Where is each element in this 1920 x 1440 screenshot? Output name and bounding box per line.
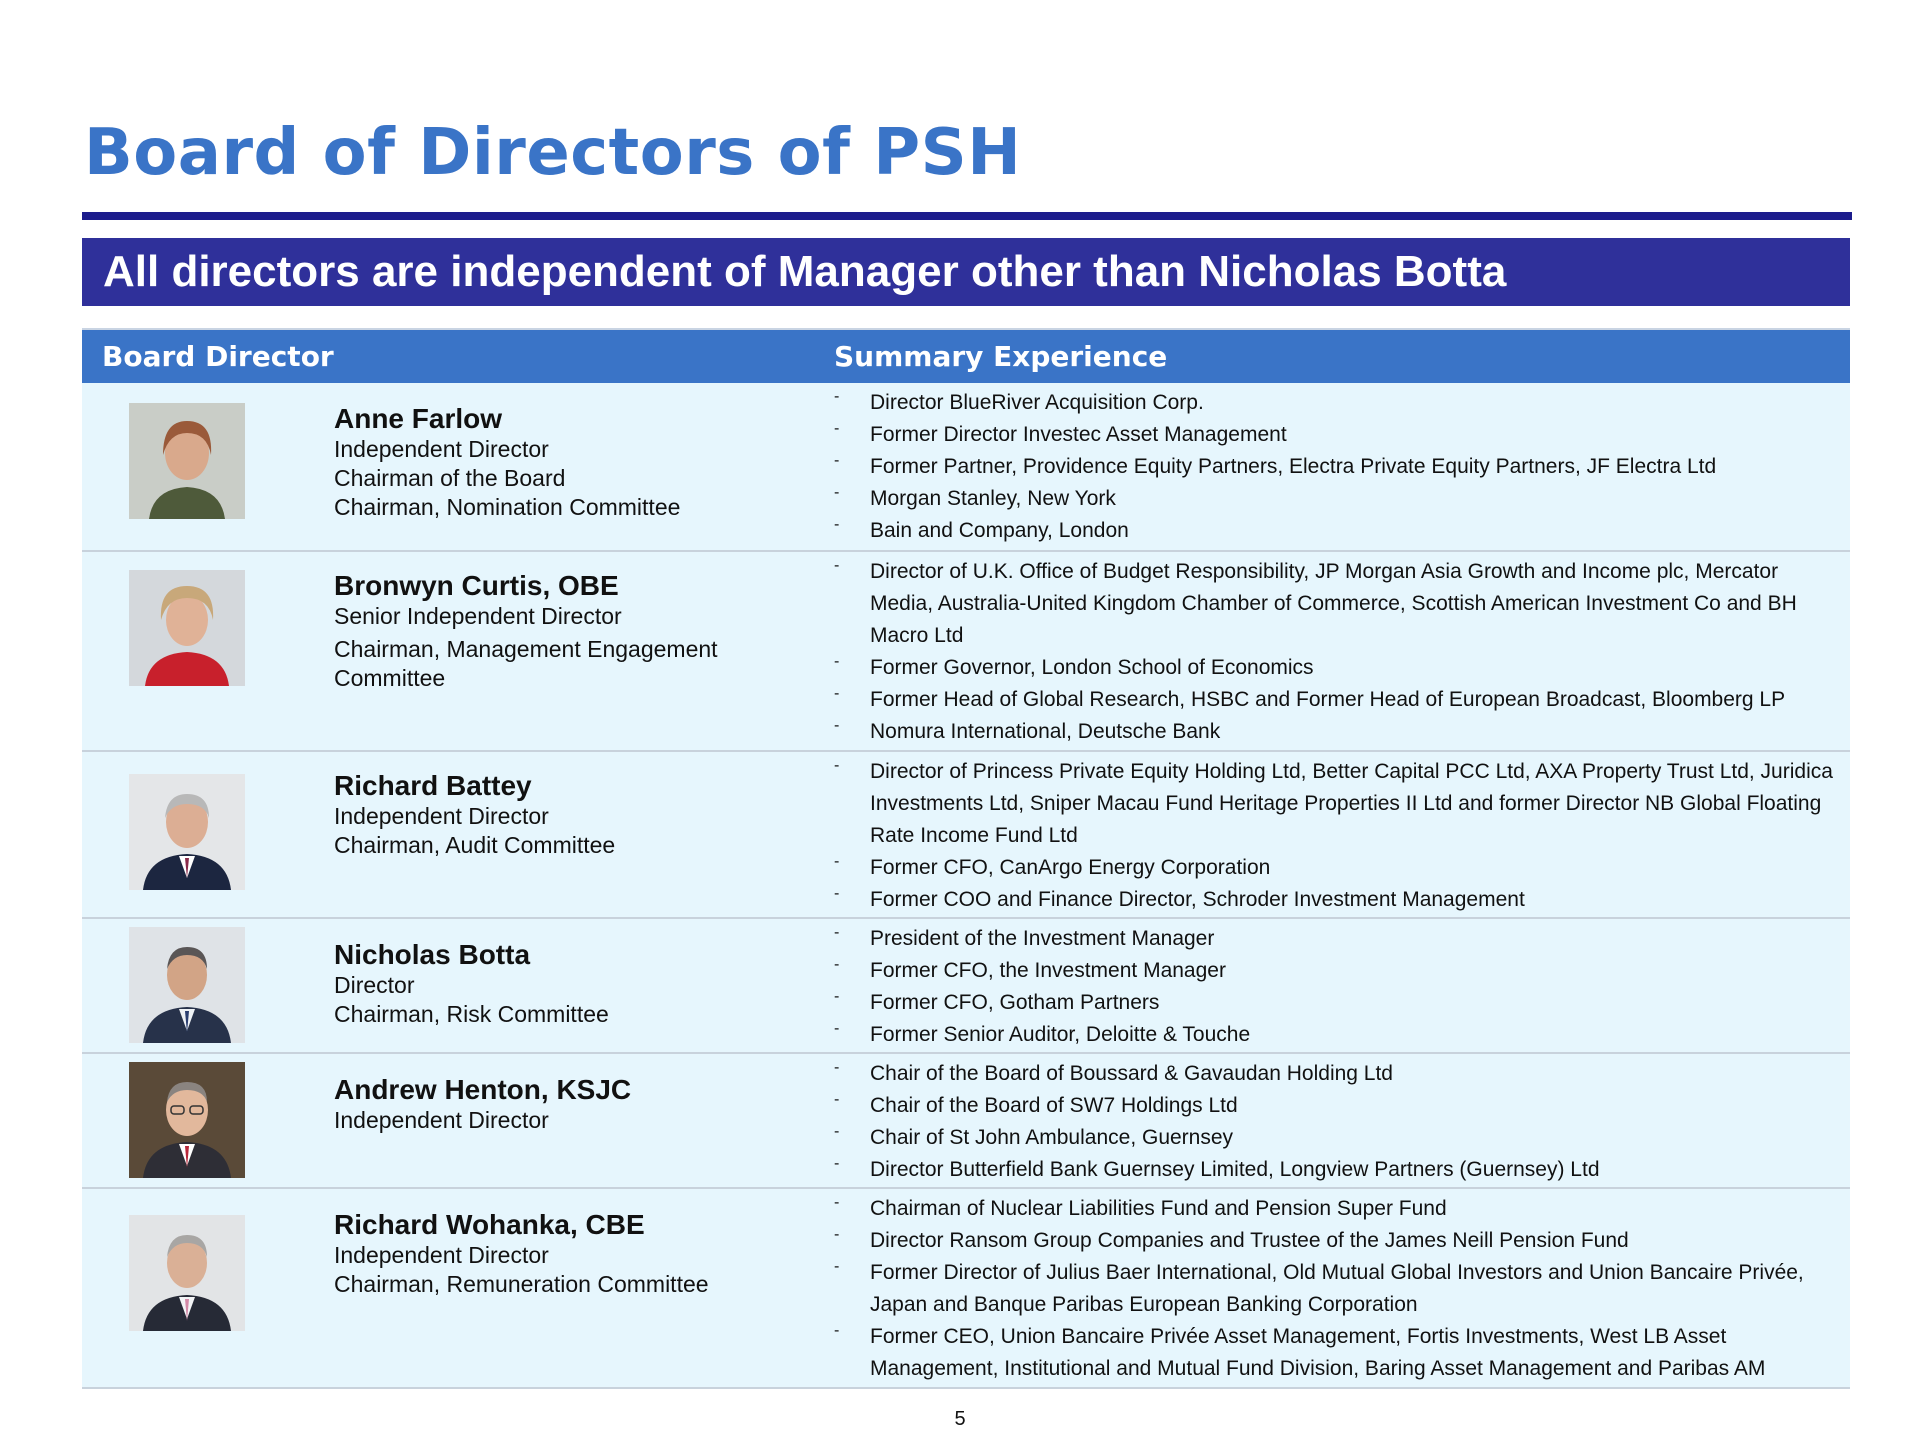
director-role: Chairman, Nomination Committee — [334, 494, 681, 520]
experience-item: - Former Director Investec Asset Management — [834, 419, 1839, 451]
experience-item: - Former Senior Auditor, Deloitte & Touche — [834, 1019, 1839, 1051]
director-role: Chairman, Remuneration Committee — [334, 1271, 709, 1297]
bullet-dash: - — [834, 757, 840, 774]
director-role: Senior Independent Director — [334, 603, 622, 629]
bullet-dash: - — [834, 885, 840, 902]
director-row — [82, 1054, 1850, 1189]
bullet-dash: - — [834, 1155, 840, 1172]
bullet-dash: - — [834, 924, 840, 941]
bullet-dash: - — [834, 1226, 840, 1243]
director-row — [82, 919, 1850, 1054]
header-summary-experience: Summary Experience — [834, 340, 1168, 373]
director-row — [82, 752, 1850, 919]
page-number: 5 — [954, 1408, 966, 1430]
bullet-dash: - — [834, 1059, 840, 1076]
director-name: Richard Battey — [334, 770, 532, 801]
director-bio — [334, 570, 764, 693]
experience-item: - Former Governor, London School of Economics — [834, 652, 1839, 684]
title-divider — [82, 212, 1852, 220]
experience-list — [834, 387, 1839, 547]
experience-item: - President of the Investment Manager — [834, 923, 1839, 955]
bullet-dash: - — [834, 1258, 840, 1275]
bullet-dash: - — [834, 1194, 840, 1211]
director-role: Chairman of the Board — [334, 465, 566, 491]
director-bio — [334, 770, 764, 860]
director-row — [82, 552, 1850, 752]
director-photo — [129, 570, 245, 686]
person-portrait-icon — [129, 570, 245, 686]
experience-item: - Former CFO, the Investment Manager — [834, 955, 1839, 987]
director-name: Andrew Henton, KSJC — [334, 1074, 632, 1105]
experience-item: - Former Partner, Providence Equity Partners, Electra Private Equity Partners, JF Electra Ltd — [834, 451, 1839, 483]
person-portrait-icon — [129, 1062, 245, 1178]
experience-item: - Former Head of Global Research, HSBC and Former Head of European Broadcast, Bloomberg LP — [834, 684, 1839, 716]
director-role: Chairman, Risk Committee — [334, 1001, 609, 1027]
director-bio — [334, 939, 764, 1029]
bullet-dash: - — [834, 1020, 840, 1037]
bullet-dash: - — [834, 685, 840, 702]
experience-item: - Former Director of Julius Baer International, Old Mutual Global Investors and Union Bancaire Privée, Japan and Banque Paribas European Banking Corporation — [834, 1257, 1839, 1321]
bullet-dash: - — [834, 1091, 840, 1108]
director-name: Richard Wohanka, CBE — [334, 1209, 645, 1240]
experience-list — [834, 1193, 1839, 1385]
page-title: Board of Directors of PSH — [84, 116, 1022, 190]
director-name: Bronwyn Curtis, OBE — [334, 570, 619, 601]
experience-item: - Bain and Company, London — [834, 515, 1839, 547]
bullet-dash: - — [834, 388, 840, 405]
director-row — [82, 383, 1850, 552]
bullet-dash: - — [834, 452, 840, 469]
director-name: Nicholas Botta — [334, 939, 531, 970]
director-photo — [129, 403, 245, 519]
director-photo — [129, 927, 245, 1043]
bullet-dash: - — [834, 717, 840, 734]
board-directors-table — [82, 328, 1850, 1389]
experience-list — [834, 923, 1839, 1051]
experience-item: - Former CFO, Gotham Partners — [834, 987, 1839, 1019]
experience-item: - Morgan Stanley, New York — [834, 483, 1839, 515]
person-portrait-icon — [129, 1215, 245, 1331]
director-role: Independent Director — [334, 1242, 549, 1268]
experience-list — [834, 756, 1839, 916]
bullet-dash: - — [834, 1322, 840, 1339]
director-bio — [334, 1209, 764, 1299]
experience-item: - Chair of the Board of Boussard & Gavaudan Holding Ltd — [834, 1058, 1839, 1090]
bullet-dash: - — [834, 988, 840, 1005]
director-role: Independent Director — [334, 1107, 549, 1133]
bullet-dash: - — [834, 956, 840, 973]
person-portrait-icon — [129, 927, 245, 1043]
experience-item: - Nomura International, Deutsche Bank — [834, 716, 1839, 748]
header-board-director: Board Director — [102, 340, 334, 373]
director-photo — [129, 1215, 245, 1331]
person-portrait-icon — [129, 774, 245, 890]
banner-statement: All directors are independent of Manager other than Nicholas Botta — [82, 238, 1850, 306]
experience-item: - Chair of the Board of SW7 Holdings Ltd — [834, 1090, 1839, 1122]
experience-item: - Director Ransom Group Companies and Trustee of the James Neill Pension Fund — [834, 1225, 1839, 1257]
bullet-dash: - — [834, 420, 840, 437]
experience-item: - Chairman of Nuclear Liabilities Fund and Pension Super Fund — [834, 1193, 1839, 1225]
experience-item: - Chair of St John Ambulance, Guernsey — [834, 1122, 1839, 1154]
director-role: Director — [334, 972, 415, 998]
bullet-dash: - — [834, 516, 840, 533]
bullet-dash: - — [834, 853, 840, 870]
experience-item: - Director of Princess Private Equity Holding Ltd, Better Capital PCC Ltd, AXA Property Trust Ltd, Juridica Investments Ltd, Sniper Macau Fund Heritage Properties II Ltd and former Director NB Global Floating Rate Income Fund Ltd — [834, 756, 1839, 852]
experience-item: - Former COO and Finance Director, Schroder Investment Management — [834, 884, 1839, 916]
director-name: Anne Farlow — [334, 403, 503, 434]
director-role: Independent Director — [334, 803, 549, 829]
experience-item: - Director of U.K. Office of Budget Responsibility, JP Morgan Asia Growth and Income plc, Mercator Media, Australia-United Kingdom Chamber of Commerce, Scottish American Investment Co and BH Macro Ltd — [834, 556, 1839, 652]
director-role: Chairman, Management Engagement Committee — [334, 636, 718, 691]
person-portrait-icon — [129, 403, 245, 519]
experience-item: - Director BlueRiver Acquisition Corp. — [834, 387, 1839, 419]
director-role: Independent Director — [334, 436, 549, 462]
director-row — [82, 1189, 1850, 1389]
experience-item: - Former CFO, CanArgo Energy Corporation — [834, 852, 1839, 884]
bullet-dash: - — [834, 484, 840, 501]
experience-item: - Director Butterfield Bank Guernsey Limited, Longview Partners (Guernsey) Ltd — [834, 1154, 1839, 1186]
bullet-dash: - — [834, 1123, 840, 1140]
director-bio — [334, 1074, 764, 1135]
director-photo — [129, 1062, 245, 1178]
director-role: Chairman, Audit Committee — [334, 832, 616, 858]
table-header — [82, 328, 1850, 383]
experience-list — [834, 1058, 1839, 1186]
bullet-dash: - — [834, 653, 840, 670]
director-bio — [334, 403, 764, 522]
director-photo — [129, 774, 245, 890]
experience-list — [834, 556, 1839, 748]
experience-item: - Former CEO, Union Bancaire Privée Asset Management, Fortis Investments, West LB Asset Management, Institutional and Mutual Fund Division, Baring Asset Management and Paribas AM — [834, 1321, 1839, 1385]
bullet-dash: - — [834, 557, 840, 574]
